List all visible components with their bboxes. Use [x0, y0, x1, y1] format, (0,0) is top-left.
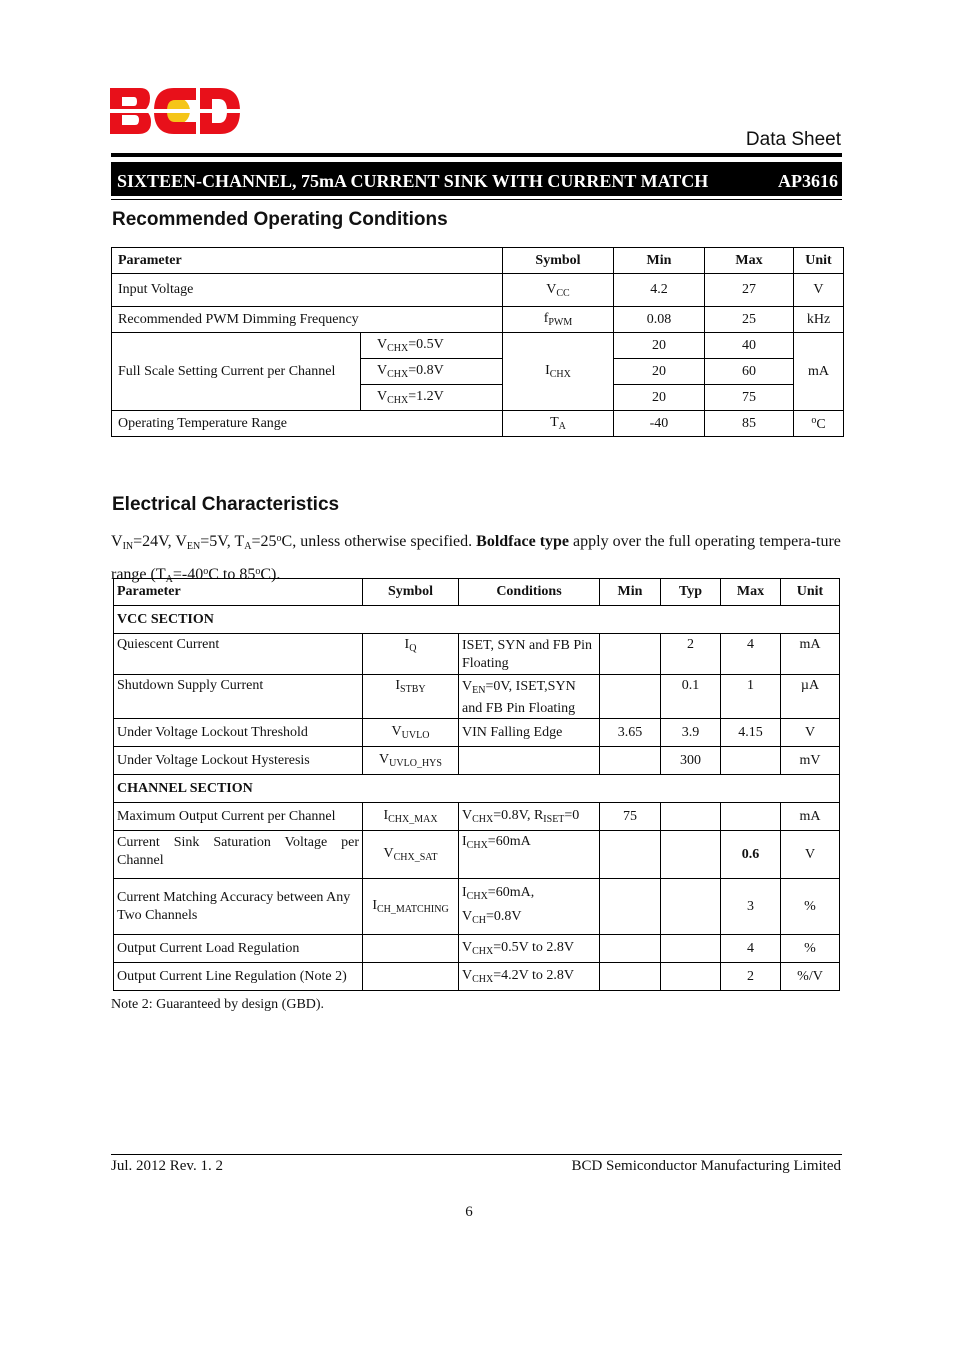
condition-cell: ISET, SYN and FB Pin Floating: [459, 634, 600, 675]
unit-cell: kHz: [793, 307, 843, 333]
table-row: [114, 963, 840, 991]
param-cell: Shutdown Supply Current: [114, 675, 363, 719]
param-cell: Current Matching Accuracy between Any Two Channels: [114, 879, 363, 935]
section-channel: CHANNEL SECTION: [114, 775, 840, 803]
condition-cell: $V_{CHX}=0.8V$, $R_{ISET}=0$: [459, 803, 600, 831]
max-cell: 25: [704, 307, 793, 333]
param-cell: Output Current Load Regulation: [114, 935, 363, 963]
param-cell: Recommended PWM Dimming Frequency: [112, 307, 503, 333]
title-rule: [111, 199, 842, 200]
condition-cell: $V_{CHX}=0.5V$: [361, 333, 503, 359]
typ-cell: [661, 935, 721, 963]
col-typ: Typ: [661, 579, 721, 606]
max-cell: 4: [721, 634, 781, 675]
roc-heading: Recommended Operating Conditions: [112, 209, 448, 230]
max-cell: 4.15: [721, 719, 781, 747]
unit-cell: %/V: [781, 963, 840, 991]
param-cell: Current Sink Saturation Voltage per Channel: [114, 831, 363, 879]
min-cell: 3.65: [600, 719, 661, 747]
condition-cell: $I_{CHX}=60mA$, $V_{CH}=0.8V$: [459, 879, 600, 935]
min-cell: [600, 935, 661, 963]
section-row: [114, 775, 840, 803]
symbol-cell: $I_{STBY}$: [363, 675, 459, 719]
typ-cell: 2: [661, 634, 721, 675]
unit-cell: mA: [793, 333, 843, 411]
typ-cell: 3.9: [661, 719, 721, 747]
table-header-row: [112, 248, 844, 274]
section-row: [114, 606, 840, 634]
col-symbol: Symbol: [502, 248, 613, 274]
min-cell: 20: [613, 333, 704, 359]
max-cell: 2: [721, 963, 781, 991]
min-cell: [600, 634, 661, 675]
param-cell: Under Voltage Lockout Hysteresis: [114, 747, 363, 775]
col-max: Max: [721, 579, 781, 606]
table-row: [112, 274, 844, 307]
min-cell: 20: [613, 385, 704, 411]
min-cell: 4.2: [613, 274, 704, 307]
section-vcc: VCC SECTION: [114, 606, 840, 634]
symbol-cell: $I_{CH\_MATCHING}$: [363, 879, 459, 935]
unit-cell: V: [781, 719, 840, 747]
unit-cell: mA: [781, 803, 840, 831]
ec-description: $V_{IN}=24V$, $V_{EN}=5V$, $T_A=25^oC$, unless otherwise specified. Boldface type apply over the full operating tempera-ture range ($T_A=-40^oC$ to 85$^o$C).: [111, 533, 841, 585]
max-cell: 85: [704, 411, 793, 437]
unit-cell: V: [781, 831, 840, 879]
param-cell: Full Scale Setting Current per Channel: [112, 333, 361, 411]
param-cell: Quiescent Current: [114, 634, 363, 675]
symbol-cell: $V_{CC}$: [502, 274, 613, 307]
table-row: [114, 879, 840, 935]
max-cell: 60: [704, 359, 793, 385]
col-parameter: Parameter: [112, 248, 503, 274]
col-unit: Unit: [781, 579, 840, 606]
document-title: SIXTEEN-CHANNEL, 75mA CURRENT SINK WITH CURRENT MATCH: [117, 171, 709, 191]
symbol-cell: $V_{CHX\_SAT}$: [363, 831, 459, 879]
table-row: [114, 719, 840, 747]
symbol-cell: $I_{CHX\_MAX}$: [363, 803, 459, 831]
typ-cell: [661, 803, 721, 831]
table-row: [114, 675, 840, 719]
condition-cell: VIN Falling Edge: [459, 719, 600, 747]
unit-cell: %: [781, 935, 840, 963]
unit-cell: mA: [781, 634, 840, 675]
min-cell: [600, 831, 661, 879]
table-row: [112, 307, 844, 333]
max-cell: 40: [704, 333, 793, 359]
min-cell: 20: [613, 359, 704, 385]
condition-cell: $V_{CHX}=4.2V$ to 2.8V: [459, 963, 600, 991]
condition-cell: $V_{CHX}=1.2V$: [361, 385, 503, 411]
bcd-logo: [110, 88, 240, 134]
unit-cell: mV: [781, 747, 840, 775]
datasheet-label: Data Sheet: [745, 129, 841, 150]
symbol-cell: $V_{UVLO\_HYS}$: [363, 747, 459, 775]
condition-cell: $V_{CHX}=0.8V$: [361, 359, 503, 385]
max-cell: [721, 747, 781, 775]
param-cell: Input Voltage: [112, 274, 503, 307]
table-row: [114, 803, 840, 831]
symbol-cell: $f_{PWM}$: [502, 307, 613, 333]
typ-cell: [661, 831, 721, 879]
header-rule: [111, 153, 842, 157]
ec-table: [113, 578, 840, 991]
col-conditions: Conditions: [459, 579, 600, 606]
note: Note 2: Guaranteed by design (GBD).: [111, 997, 325, 1012]
col-parameter: Parameter: [114, 579, 363, 606]
table-header-row: [114, 579, 840, 606]
table-row: [112, 411, 844, 437]
part-number: AP3616: [778, 171, 838, 191]
page-number: 6: [465, 1204, 473, 1220]
col-symbol: Symbol: [363, 579, 459, 606]
ec-heading: Electrical Characteristics: [112, 494, 340, 515]
col-max: Max: [704, 248, 793, 274]
col-min: Min: [600, 579, 661, 606]
max-cell: 1: [721, 675, 781, 719]
max-cell: 0.6: [721, 831, 781, 879]
max-cell: 4: [721, 935, 781, 963]
min-cell: [600, 879, 661, 935]
title-bar: [111, 162, 842, 196]
min-cell: [600, 747, 661, 775]
roc-table: [111, 247, 844, 437]
footer-rule: [111, 1154, 842, 1155]
max-cell: 75: [704, 385, 793, 411]
symbol-cell: $T_A$: [502, 411, 613, 437]
unit-cell: %: [781, 879, 840, 935]
min-cell: [600, 675, 661, 719]
param-cell: Operating Temperature Range: [112, 411, 503, 437]
param-cell: Under Voltage Lockout Threshold: [114, 719, 363, 747]
unit-cell: $^o$C: [793, 411, 843, 437]
typ-cell: [661, 963, 721, 991]
table-row: [112, 333, 844, 359]
max-cell: [721, 803, 781, 831]
max-cell: 27: [704, 274, 793, 307]
symbol-cell: $I_{CHX}$: [502, 333, 613, 411]
typ-cell: 300: [661, 747, 721, 775]
footer-date-revision: Jul. 2012 Rev. 1. 2: [111, 1158, 223, 1174]
table-row: [114, 831, 840, 879]
table-row: [114, 634, 840, 675]
typ-cell: 0.1: [661, 675, 721, 719]
table-row: [114, 935, 840, 963]
col-unit: Unit: [793, 248, 843, 274]
condition-cell: [459, 747, 600, 775]
min-cell: 75: [600, 803, 661, 831]
symbol-cell: [363, 935, 459, 963]
min-cell: 0.08: [613, 307, 704, 333]
condition-cell: $V_{EN}=0V$, ISET,SYN and FB Pin Floating: [459, 675, 600, 719]
symbol-cell: [363, 963, 459, 991]
symbol-cell: $I_Q$: [363, 634, 459, 675]
max-cell: 3: [721, 879, 781, 935]
condition-cell: $V_{CHX}=0.5V$ to 2.8V: [459, 935, 600, 963]
condition-cell: $I_{CHX}=60mA$: [459, 831, 600, 879]
param-cell: Maximum Output Current per Channel: [114, 803, 363, 831]
typ-cell: [661, 879, 721, 935]
footer-company: BCD Semiconductor Manufacturing Limited: [571, 1158, 841, 1174]
col-min: Min: [613, 248, 704, 274]
unit-cell: µA: [781, 675, 840, 719]
param-cell: Output Current Line Regulation (Note 2): [114, 963, 363, 991]
min-cell: -40: [613, 411, 704, 437]
min-cell: [600, 963, 661, 991]
table-row: [114, 747, 840, 775]
unit-cell: V: [793, 274, 843, 307]
symbol-cell: $V_{UVLO}$: [363, 719, 459, 747]
